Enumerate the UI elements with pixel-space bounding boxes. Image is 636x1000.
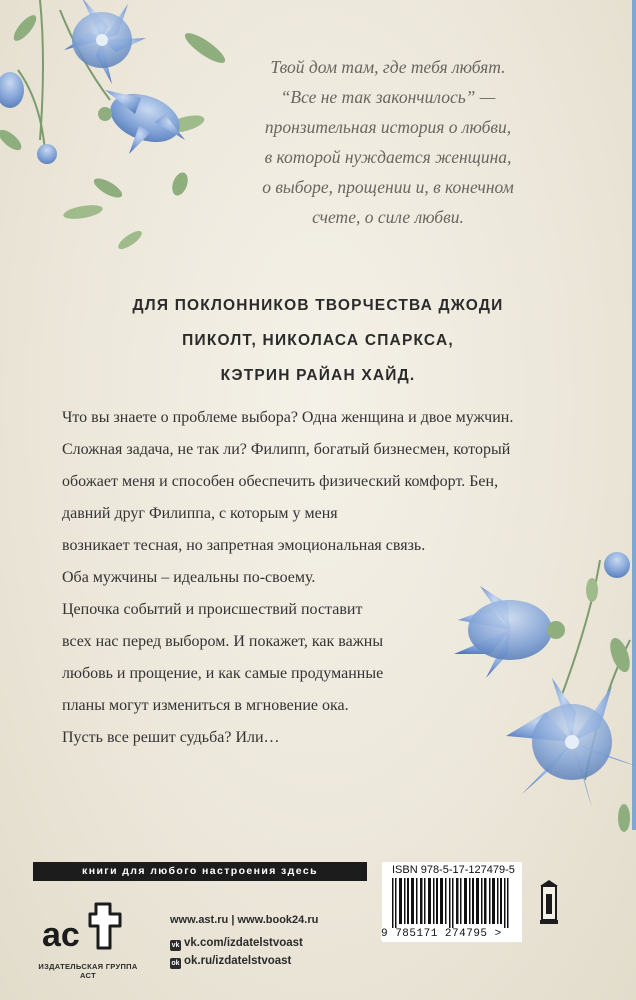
- vk-link[interactable]: [170, 937, 303, 951]
- blurb-line: давний друг Филиппа, с которым у меня: [62, 505, 338, 522]
- blurb-line: планы могут измениться в мгновение ока.: [62, 697, 349, 714]
- recommendation-line: КЭТРИН РАЙАН ХАЙД.: [220, 367, 416, 384]
- ok-url: ok.ru/izdatelstvoast: [184, 955, 292, 967]
- barcode-number: 9 785171 274795 >: [381, 928, 515, 940]
- blurb-line: всех нас перед выбором. И покажет, как важны: [62, 633, 384, 650]
- barcode: [392, 878, 516, 928]
- tagline-line: Твой дом там, где тебя любят.: [270, 57, 506, 77]
- vk-icon: vk: [171, 942, 180, 949]
- blurb-text: [62, 402, 582, 754]
- publisher-group: ИЗДАТЕЛЬСКАЯ ГРУППА АСТ: [38, 962, 138, 980]
- lantern-icon: [538, 880, 560, 924]
- blurb-line: обожает меня и способен обеспечить физический комфорт. Бен,: [62, 473, 499, 490]
- vk-url: vk.com/izdatelstvoast: [184, 937, 303, 949]
- series-banner: книги для любого настроения здесь: [33, 862, 367, 881]
- tagline-line: счете, о силе любви.: [312, 207, 464, 227]
- tagline-line: пронзительная история о любви,: [264, 117, 512, 137]
- tagline-line: о выборе, прощении и, в конечном: [262, 177, 514, 197]
- blurb-line: Оба мужчины – идеальны по-своему.: [62, 569, 316, 586]
- blurb-line: любовь и прощение, и как самые продуманные: [62, 665, 384, 682]
- blurb-line: возникает тесная, но запретная эмоциональная связь.: [62, 537, 426, 554]
- tagline-line: “Все не так закончилось” —: [280, 87, 496, 107]
- tagline-line: в которой нуждается женщина,: [264, 147, 512, 167]
- blurb-line: Цепочка событий и происшествий поставит: [62, 601, 363, 618]
- blurb-line: Сложная задача, не так ли? Филипп, богатый бизнесмен, который: [62, 441, 511, 458]
- isbn: ISBN 978-5-17-127479-5: [392, 864, 515, 876]
- recommendation-line: ДЛЯ ПОКЛОННИКОВ ТВОРЧЕСТВА ДЖОДИ: [132, 297, 504, 314]
- recommendation-heading: [40, 288, 596, 393]
- ast-logo-text: ac: [42, 916, 80, 954]
- tagline: [228, 52, 548, 232]
- websites: www.ast.ru | www.book24.ru: [170, 914, 319, 926]
- ok-link[interactable]: [170, 955, 291, 969]
- blurb-line: Что вы знаете о проблеме выбора? Одна женщина и двое мужчин.: [62, 409, 514, 426]
- ok-icon: ok: [171, 960, 180, 967]
- blurb-line: Пусть все решит судьба? Или…: [62, 729, 280, 746]
- ast-logo: [40, 896, 126, 956]
- recommendation-line: ПИКОЛТ, НИКОЛАСА СПАРКСА,: [182, 332, 454, 349]
